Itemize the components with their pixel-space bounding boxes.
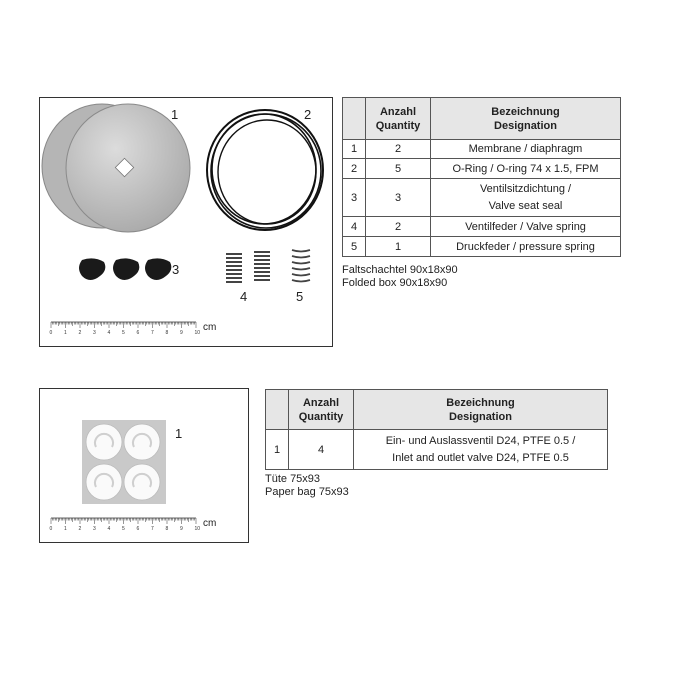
ruler-tick-label: 8 (165, 526, 169, 532)
kit2-photo (39, 388, 249, 543)
ruler-tick-label: 8 (165, 330, 169, 336)
ruler (50, 322, 201, 336)
ruler-tick-label: 1 (64, 330, 67, 336)
ruler-tick-label: 7 (151, 526, 154, 532)
ruler-tick-label: 6 (136, 330, 140, 336)
table-row: 5 1 Druckfeder / pressure spring (343, 237, 621, 257)
part-label-3: 3 (172, 262, 180, 277)
pos-header (266, 390, 289, 430)
ruler-tick-label: 9 (180, 526, 183, 532)
table-row: 2 5 O-Ring / O-ring 74 x 1.5, FPM (343, 159, 621, 179)
ruler (50, 518, 201, 532)
quantity-header: Anzahl Quantity (366, 98, 431, 140)
kit1-parts-table (342, 97, 621, 257)
table-row: 3 3 Ventilsitzdichtung / Valve seat seal (343, 179, 621, 217)
ruler-tick-label: 3 (93, 526, 96, 532)
ruler-tick-label: 0 (49, 526, 53, 532)
packaging-line-de: Faltschachtel 90x18x90 (342, 264, 458, 276)
valve-springs (226, 252, 270, 282)
packaging-line-de: Tüte 75x93 (265, 473, 321, 485)
kit2-parts-table (265, 389, 608, 470)
ruler-tick-label: 10 (194, 526, 201, 532)
ruler-tick-label: 1 (64, 526, 67, 532)
ruler-tick-label: 4 (107, 526, 111, 532)
ruler-tick-label: 7 (151, 330, 154, 336)
table-row: 1 2 Membrane / diaphragm (343, 140, 621, 159)
kit1-illustration (40, 98, 331, 345)
ruler-tick-label: 6 (136, 526, 140, 532)
ruler-tick-label: 5 (122, 330, 125, 336)
kit2-packaging-note (265, 473, 349, 499)
part-label-5: 5 (296, 289, 304, 304)
ruler-tick-label: 0 (49, 330, 53, 336)
ruler-tick-label: 3 (93, 330, 96, 336)
kit1-packaging-note (342, 264, 458, 290)
part-label-2: 2 (304, 107, 312, 122)
packaging-line-en: Folded box 90x18x90 (342, 277, 448, 289)
packaging-line-en: Paper bag 75x93 (265, 486, 349, 498)
ruler-unit: cm (203, 518, 217, 529)
table-row: 1 4 Ein- und Auslassventil D24, PTFE 0.5 / Inlet and outlet valve D24, PTFE 0.5 (266, 430, 608, 470)
designation-header: Bezeichnung Designation (431, 98, 621, 140)
ruler-tick-label: 2 (78, 526, 82, 532)
part-label-1: 1 (171, 107, 179, 122)
ruler-tick-label: 5 (122, 526, 125, 532)
valve-plates (82, 420, 166, 504)
ruler-tick-label: 2 (78, 330, 82, 336)
kit1-photo (39, 97, 333, 347)
kit2-illustration (40, 389, 247, 541)
ruler-unit: cm (203, 322, 217, 333)
quantity-header: Anzahl Quantity (289, 390, 354, 430)
o-rings (207, 110, 323, 230)
ruler-tick-label: 4 (107, 330, 111, 336)
valve-seat-seals (79, 258, 171, 280)
designation-header: Bezeichnung Designation (354, 390, 608, 430)
diaphragm-discs (42, 104, 190, 232)
pressure-spring (292, 250, 310, 282)
pos-header (343, 98, 366, 140)
ruler-tick-label: 9 (180, 330, 183, 336)
ruler-tick-label: 10 (194, 330, 201, 336)
part-label-4: 4 (240, 289, 248, 304)
part-label-1: 1 (175, 426, 183, 441)
table-row: 4 2 Ventilfeder / Valve spring (343, 217, 621, 237)
